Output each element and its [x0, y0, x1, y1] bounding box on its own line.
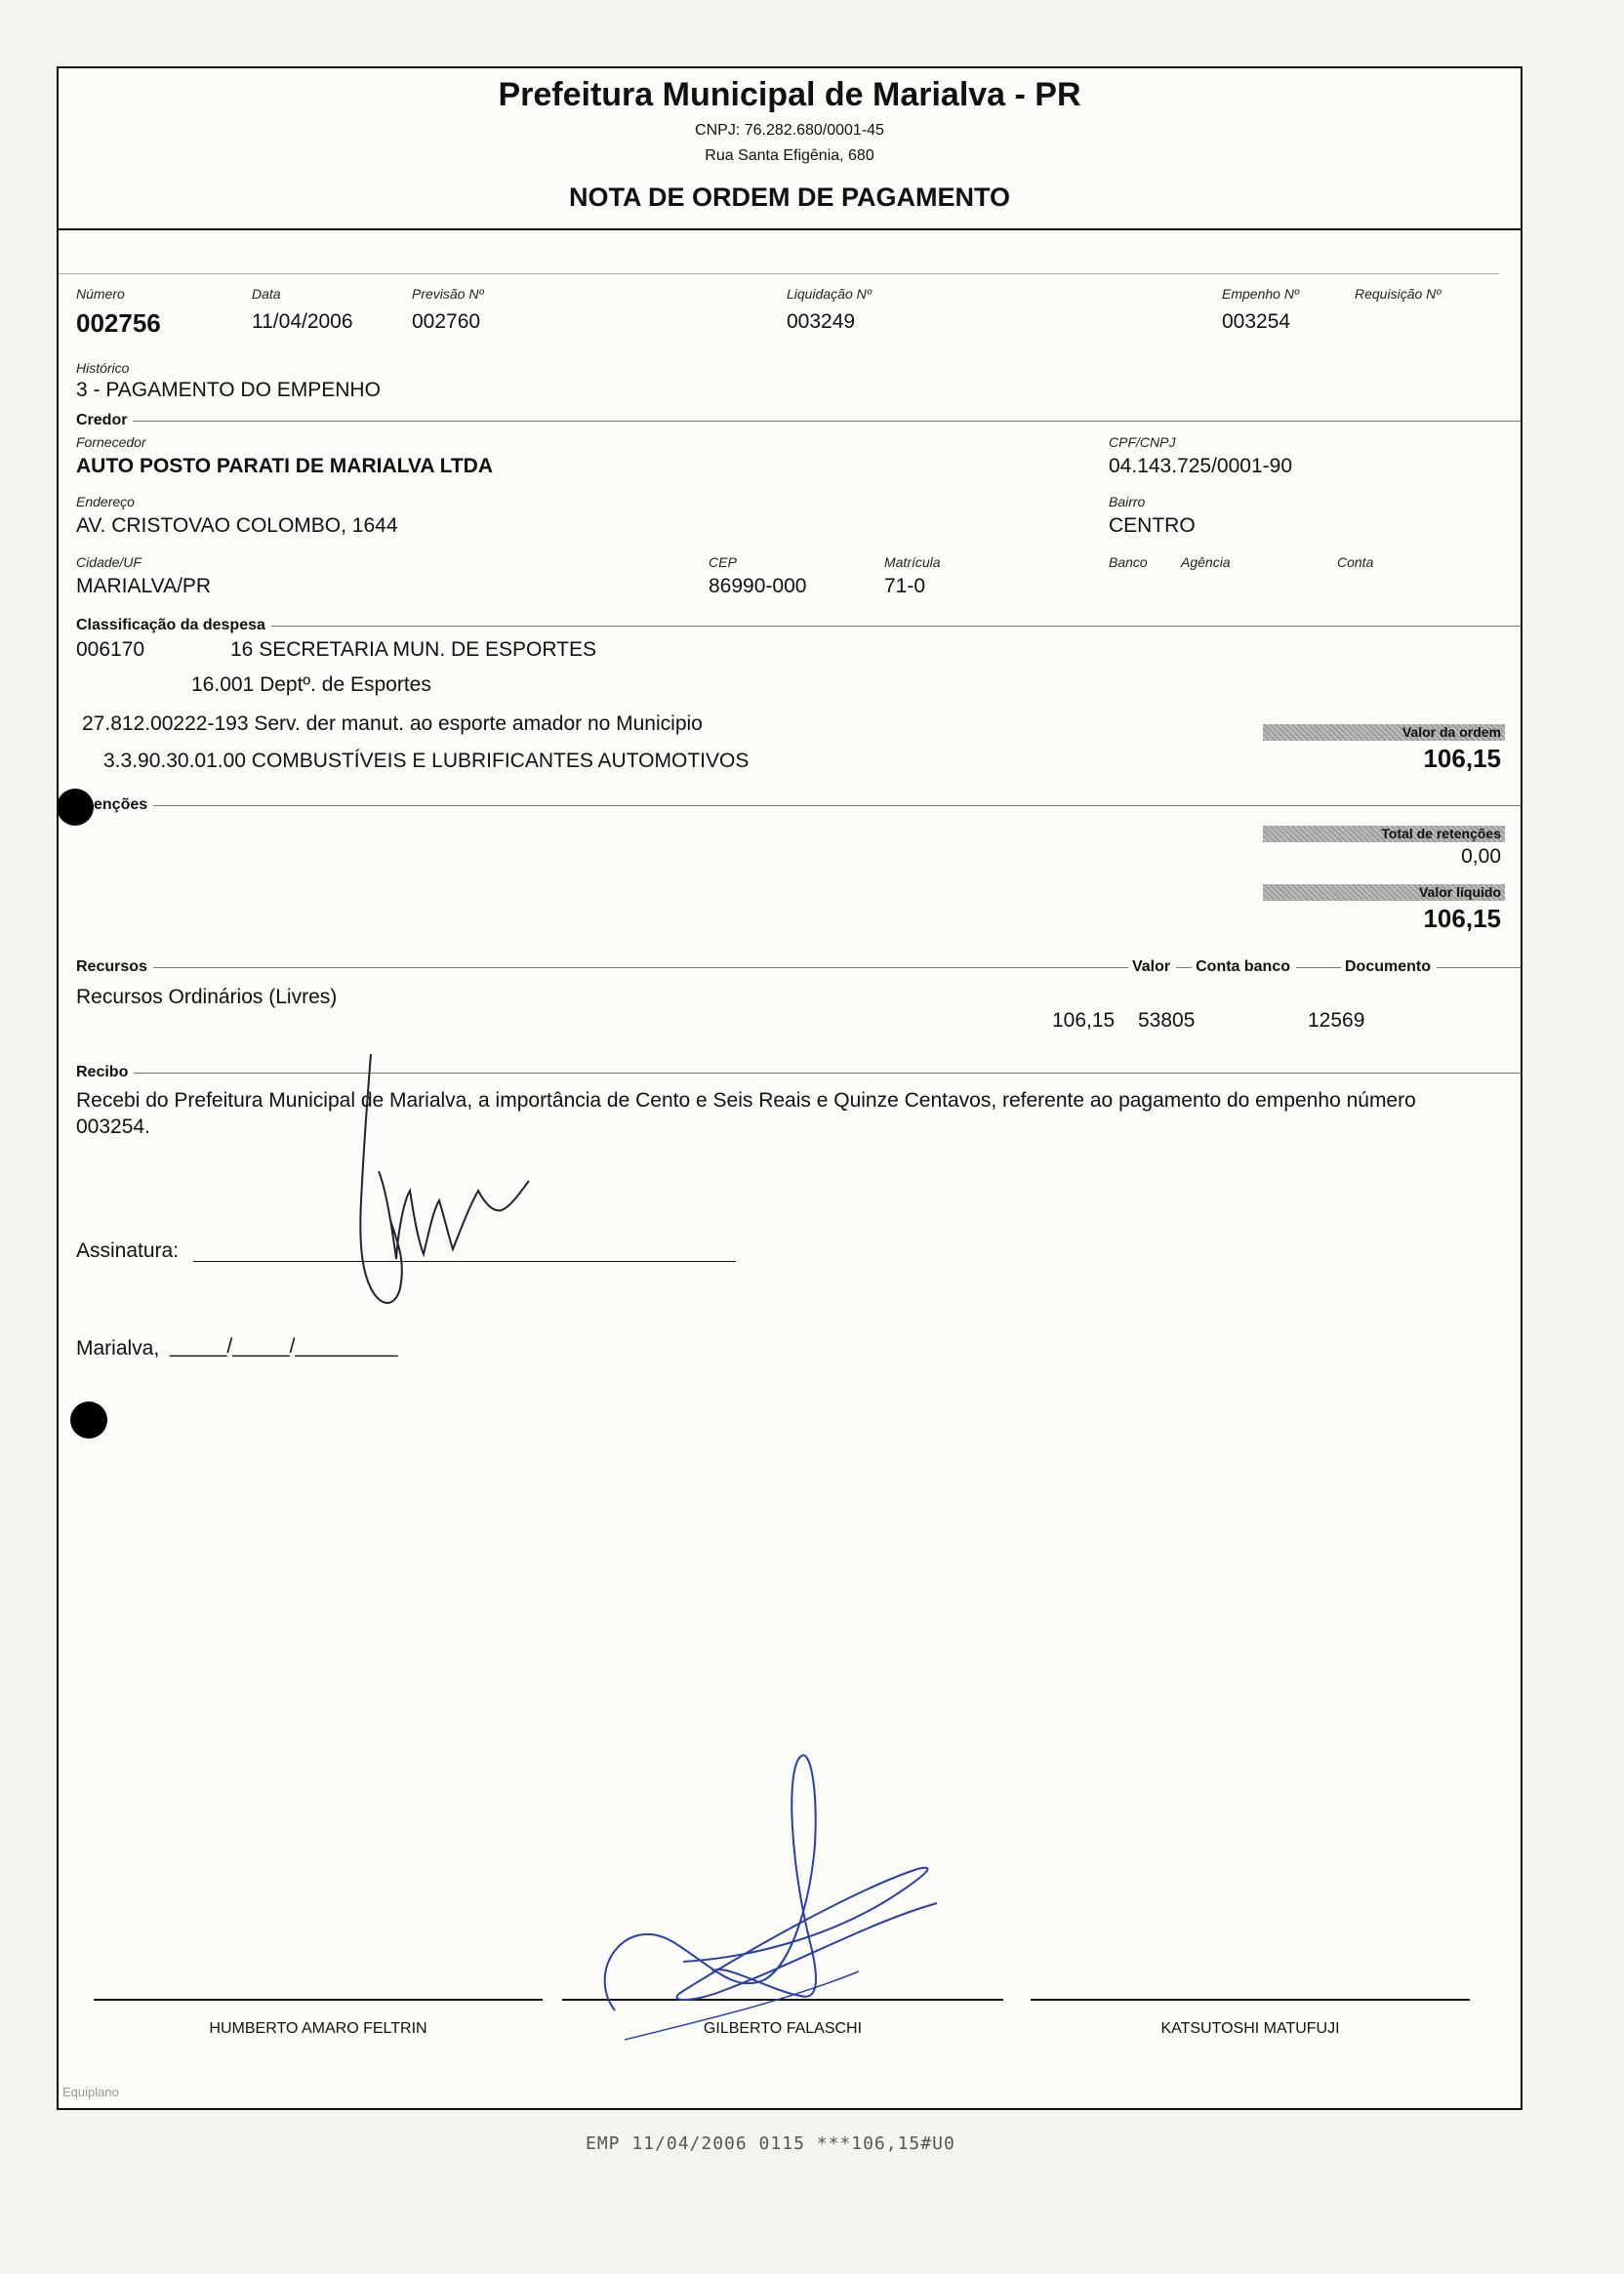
fornecedor-value: AUTO POSTO PARATI DE MARIALVA LTDA	[76, 455, 493, 477]
recibo-heading: Recibo	[76, 1064, 129, 1080]
elemento-value: 3.3.90.30.01.00 COMBUSTÍVEIS E LUBRIFICANTES AUTOMOTIVOS	[103, 750, 750, 772]
local-label: Marialva,	[76, 1337, 160, 1360]
software-footer: Equiplano	[62, 2085, 119, 2099]
recursos-conta: 53805	[1138, 1009, 1196, 1032]
header-divider	[59, 228, 1521, 230]
punch-hole-dot	[57, 789, 94, 826]
punch-hole-dot-lower	[70, 1401, 107, 1439]
document-frame	[57, 66, 1522, 2110]
payment-stamp: EMP 11/04/2006 0115 ***106,15#U0	[586, 2133, 955, 2154]
credor-section	[76, 412, 1521, 429]
handwritten-signature-recibo	[303, 1044, 634, 1366]
recursos-section	[76, 958, 1521, 976]
secretaria-value: 16 SECRETARIA MUN. DE ESPORTES	[230, 638, 596, 661]
recursos-doc-head: Documento	[1345, 958, 1431, 975]
recursos-conta-head: Conta banco	[1196, 958, 1290, 975]
handwritten-signature-bottom	[566, 1747, 1113, 2079]
recursos-valor: 106,15	[1052, 1009, 1116, 1032]
cep-value: 86990-000	[709, 575, 807, 597]
signatory-3: KATSUTOSHI MATUFUJI	[1160, 2020, 1340, 2037]
cpf-value: 04.143.725/0001-90	[1109, 455, 1293, 477]
fornecedor-label: Fornecedor	[76, 434, 146, 450]
previsao-label: Previsão Nº	[412, 286, 484, 302]
cidade-value: MARIALVA/PR	[76, 575, 212, 597]
document-title: NOTA DE ORDEM DE PAGAMENTO	[568, 183, 1010, 212]
date-blanks: _____/_____/_________	[170, 1335, 398, 1358]
signatory-1: HUMBERTO AMARO FELTRIN	[209, 2020, 427, 2037]
valor-ordem-value: 106,15	[1423, 744, 1501, 773]
cpf-label: CPF/CNPJ	[1109, 434, 1176, 450]
recursos-valor-head: Valor	[1131, 958, 1171, 975]
signatory-2: GILBERTO FALASCHI	[703, 2020, 863, 2037]
recursos-documento: 12569	[1308, 1009, 1365, 1032]
credor-heading: Credor	[76, 412, 128, 428]
cidade-label: Cidade/UF	[76, 554, 142, 570]
cep-label: CEP	[709, 554, 737, 570]
bairro-label: Bairro	[1109, 494, 1146, 509]
requisicao-label: Requisição Nº	[1355, 286, 1441, 302]
signature-line-1	[94, 1999, 543, 2001]
valor-liquido-value: 106,15	[1423, 904, 1501, 933]
address-header: Rua Santa Efigênia, 680	[705, 147, 874, 164]
matricula-label: Matrícula	[884, 554, 941, 570]
classificacao-code: 006170	[76, 638, 145, 661]
recibo-text: Recebi do Prefeitura Municipal de Marialva, a importância de Cento e Seis Reais e Quinze Centavos, referente ao pagamento do empenho número 003254.	[76, 1089, 1416, 1138]
numero-label: Número	[76, 286, 125, 302]
data-label: Data	[252, 286, 281, 302]
historico-label: Histórico	[76, 360, 130, 376]
total-retencoes-label: Total de retenções	[1263, 826, 1505, 842]
matricula-value: 71-0	[884, 575, 926, 597]
bairro-value: CENTRO	[1109, 514, 1196, 537]
retencoes-heading: enções	[94, 796, 148, 813]
departamento-value: 16.001 Deptº. de Esportes	[191, 673, 431, 696]
programa-value: 27.812.00222-193 Serv. der manut. ao esporte amador no Municipio	[82, 712, 703, 735]
classificacao-section	[76, 617, 1521, 634]
endereco-value: AV. CRISTOVAO COLOMBO, 1644	[76, 514, 398, 537]
cnpj-header: CNPJ: 76.282.680/0001-45	[695, 122, 884, 139]
conta-label: Conta	[1337, 554, 1374, 570]
top-rule	[59, 273, 1499, 274]
liquidacao-label: Liquidação Nº	[787, 286, 872, 302]
data-value: 11/04/2006	[252, 310, 353, 333]
retencoes-section	[94, 796, 1521, 814]
valor-liquido-label: Valor líquido	[1263, 884, 1505, 901]
agencia-label: Agência	[1181, 554, 1231, 570]
classificacao-heading: Classificação da despesa	[76, 617, 265, 633]
assinatura-label: Assinatura:	[76, 1239, 180, 1262]
total-retencoes-value: 0,00	[1461, 845, 1501, 868]
prefeitura-title: Prefeitura Municipal de Marialva - PR	[498, 76, 1081, 113]
valor-ordem-label: Valor da ordem	[1263, 724, 1505, 741]
empenho-label: Empenho Nº	[1222, 286, 1300, 302]
endereco-label: Endereço	[76, 494, 135, 509]
recursos-fonte: Recursos Ordinários (Livres)	[76, 986, 338, 1008]
previsao-value: 002760	[412, 310, 481, 333]
banco-label: Banco	[1109, 554, 1148, 570]
numero-value: 002756	[76, 308, 161, 338]
historico-value: 3 - PAGAMENTO DO EMPENHO	[76, 379, 381, 401]
empenho-value: 003254	[1222, 310, 1291, 333]
liquidacao-value: 003249	[787, 310, 856, 333]
recursos-heading: Recursos	[76, 958, 147, 975]
recibo-section	[76, 1064, 1521, 1081]
